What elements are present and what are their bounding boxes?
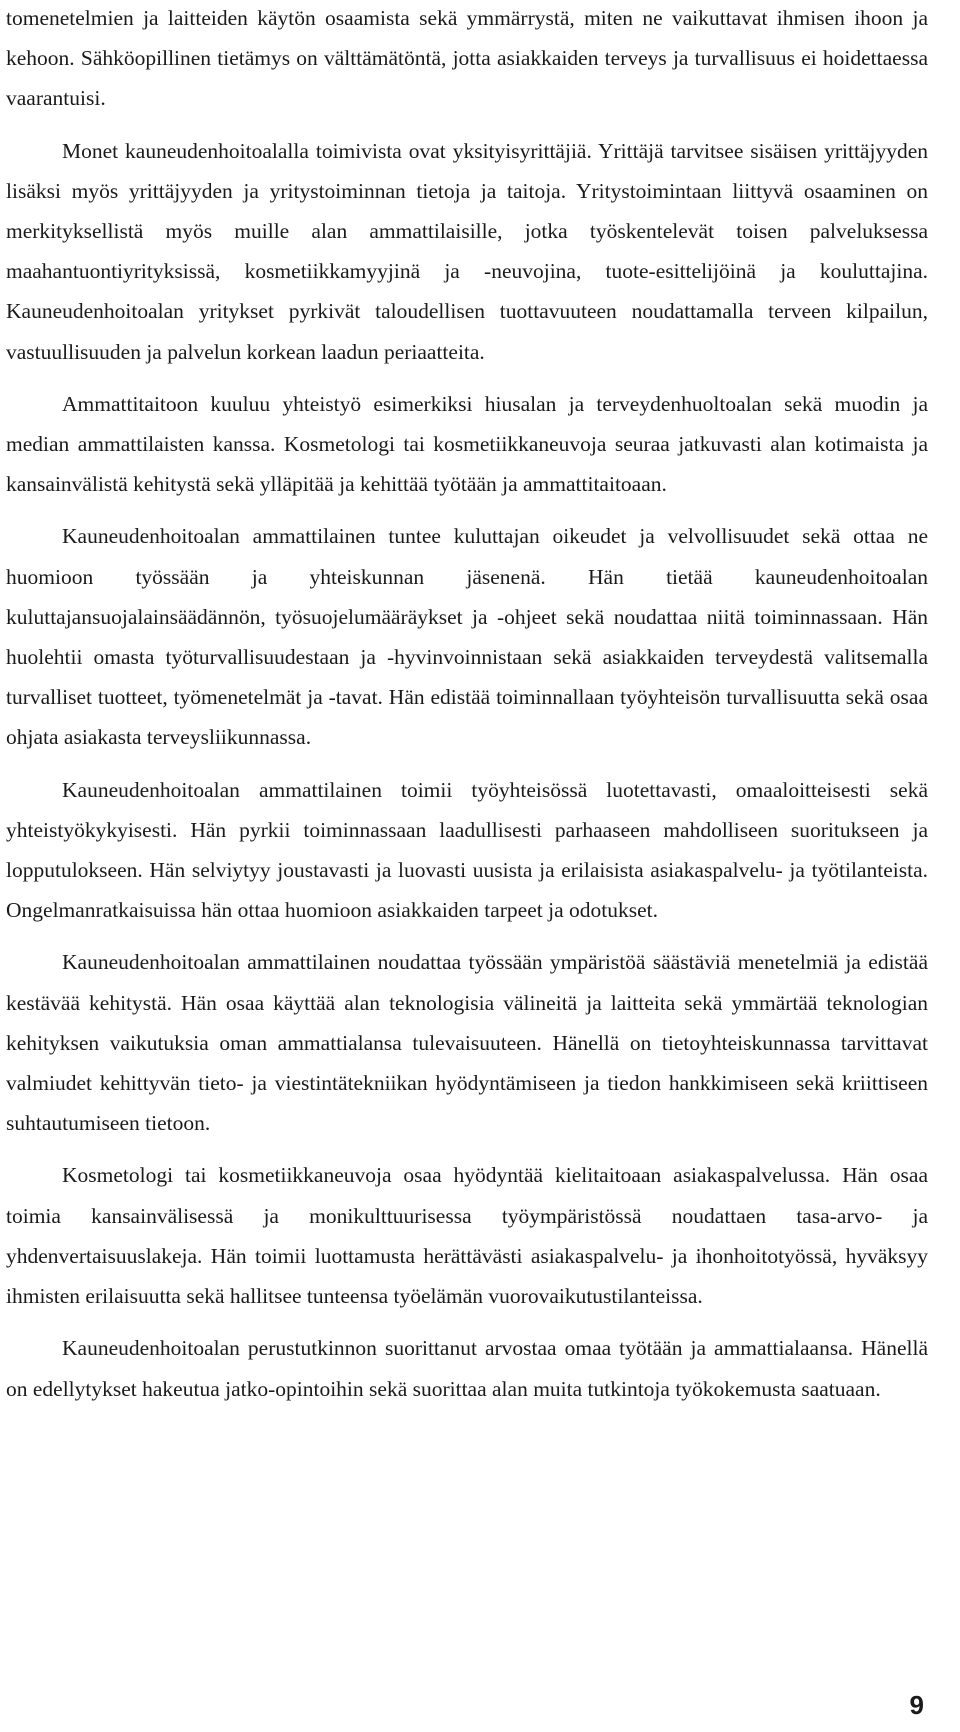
paragraph-3: Ammattitaitoon kuuluu yhteistyö esimerkiksi hiusalan ja terveydenhuoltoalan sekä muodin ja median ammattilaisten kanssa. Kosmetologi tai kosmetiikkaneuvoja seuraa jatkuvasti alan kotimaista ja kansainvälistä kehitystä sekä ylläpitää ja kehittää työtään ja ammattitaitoaan.	[6, 391, 928, 497]
paragraph-4: Kauneudenhoitoalan ammattilainen tuntee kuluttajan oikeudet ja velvollisuudet sekä ottaa ne huomioon työssään ja yhteiskunnan jäsenenä. Hän tietää kauneudenhoitoalan kuluttajansuojalainsäädännön, työsuojelumääräykset ja -ohjeet sekä noudattaa niitä toiminnassaan. Hän huolehtii omasta työturvallisuudestaan ja -hyvinvoinnistaan sekä asiakkaiden terveydestä valitsemalla turvalliset tuotteet, työmenetelmät ja -tavat. Hän edistää toiminnallaan työyhteisön turvallisuutta sekä osaa ohjata asiakasta terveysliikunnassa.	[6, 524, 928, 750]
page-number: 9	[909, 1690, 924, 1720]
body-text	[6, 0, 928, 1421]
paragraph-6: Kauneudenhoitoalan ammattilainen noudattaa työssään ympäristöä säästäviä menetelmiä ja edistää kestävää kehitystä. Hän osaa käyttää alan teknologisia välineitä ja laitteita sekä ymmärtää teknologian kehityksen vaikutuksia oman ammattialansa tulevaisuuteen. Hänellä on tietoyhteiskunnassa tarvittavat valmiudet kehittyvän tieto- ja viestintätekniikan hyödyntämiseen ja tiedon hankkimiseen sekä kriittiseen suhtautumiseen tietoon.	[6, 950, 928, 1136]
paragraph-2: Monet kauneudenhoitoalalla toimivista ovat yksityisyrittäjiä. Yrittäjä tarvitsee sisäisen yrittäjyyden lisäksi myös yrittäjyyden ja yritystoiminnan tietoja ja taitoja. Yritystoimintaan liittyvä osaaminen on merkityksellistä myös muille alan ammattilaisille, jotka työskentelevät toisen palveluksessa maahantuontiyrityksissä, kosmetiikkamyyjinä ja -neuvojina, tuote-esittelijöinä ja kouluttajina. Kauneudenhoitoalan yritykset pyrkivät taloudellisen tuottavuuteen noudattamalla terveen kilpailun, vastuullisuuden ja palvelun korkean laadun periaatteita.	[6, 138, 928, 364]
paragraph-1: tomenetelmien ja laitteiden käytön osaamista sekä ymmärrystä, miten ne vaikuttavat ihmisen ihoon ja kehoon. Sähköopillinen tietämys on välttämätöntä, jotta asiakkaiden terveys ja turvallisuus ei hoidettaessa vaarantuisi.	[6, 6, 928, 111]
paragraph-8: Kauneudenhoitoalan perustutkinnon suorittanut arvostaa omaa työtään ja ammattialaansa. Hänellä on edellytykset hakeutua jatko-opintoihin sekä suorittaa alan muita tutkintoja työkokemusta saatuaan.	[6, 1336, 928, 1401]
paragraph-7: Kosmetologi tai kosmetiikkaneuvoja osaa hyödyntää kielitaitoaan asiakaspalvelussa. Hän osaa toimia kansainvälisessä ja monikulttuurisessa työympäristössä noudattaen tasa-arvo- ja yhdenvertaisuuslakeja. Hän toimii luottamusta herättävästi asiakaspalvelu- ja ihonhoitotyössä, hyväksyy ihmisten erilaisuutta sekä hallitsee tunteensa työelämän vuorovaikutustilanteissa.	[6, 1163, 928, 1309]
paragraph-5: Kauneudenhoitoalan ammattilainen toimii työyhteisössä luotettavasti, omaaloitteisesti sekä yhteistyökykyisesti. Hän pyrkii toiminnassaan laadullisesti parhaaseen mahdolliseen suoritukseen ja lopputulokseen. Hän selviytyy joustavasti ja luovasti uusista ja erilaisista asiakaspalvelu- ja työtilanteista. Ongelmanratkaisuissa hän ottaa huomioon asiakkaiden tarpeet ja odotukset.	[6, 777, 928, 923]
